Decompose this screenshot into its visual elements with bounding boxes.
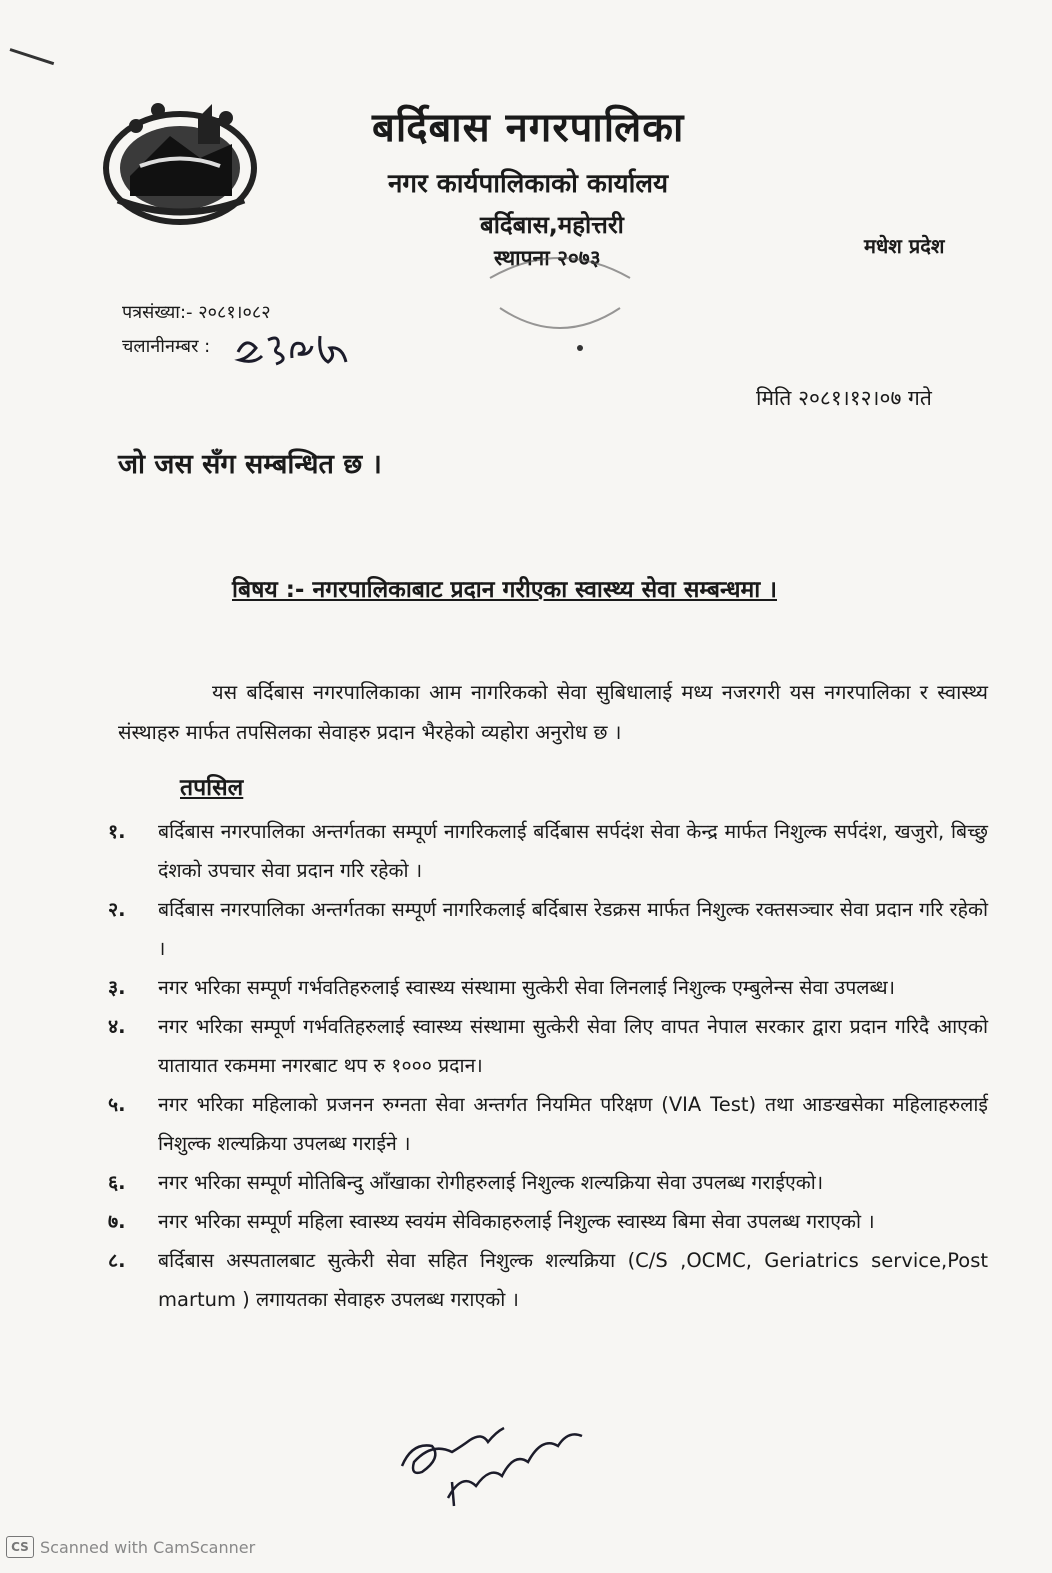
government-emblem-icon [100,96,262,226]
item-text: नगर भरिका सम्पूर्ण महिला स्वास्थ्य स्वयंम सेविकाहरुलाई निशुल्क स्वास्थ्य बिमा सेवा उपलब्ध गराएको । [158,1210,875,1233]
established-year: स्थापना २०७३ [494,246,601,270]
item-number: ४. [108,1015,126,1038]
subject-line: बिषय :- नगरपालिकाबाट प्रदान गरीएका स्वास्थ्य सेवा सम्बन्धमा । [232,577,777,603]
watermark-text: Scanned with CamScanner [40,1537,256,1557]
list-item [108,1241,988,1319]
item-number: २. [108,898,126,921]
item-number: ७. [108,1210,126,1233]
details-heading: तपसिल [180,775,244,801]
item-text: नगर भरिका सम्पूर्ण गर्भवतिहरुलाई स्वास्थ्य संस्थामा सुत्केरी सेवा लिनलाई निशुल्क एम्बुलेन्स सेवा उपलब्ध। [158,976,896,999]
handwritten-dispatch-number [232,322,352,370]
camscanner-logo-icon: CS [6,1536,34,1558]
office-stamp-icon [470,218,650,358]
item-text: बर्दिबास अस्पतालबाट सुत्केरी सेवा सहित निशुल्क शल्यक्रिया (C/S ,OCMC, Geriatrics service,Post martum ) लगायतका सेवाहरु उपलब्ध गराएको । [158,1249,988,1311]
item-number: ८. [108,1249,126,1272]
office-name: नगर कार्यपालिकाको कार्यालय [388,169,669,199]
item-number: ६. [108,1171,126,1194]
list-item [108,968,988,1007]
item-number: ५. [108,1093,126,1116]
letter-number: पत्रसंख्या:- २०८१।०८२ [122,302,271,323]
item-text: नगर भरिका महिलाको प्रजनन रुग्नता सेवा अन्तर्गत नियमित परिक्षण (VIA Test) तथा आङखसेका महिलाहरुलाई निशुल्क शल्यक्रिया उपलब्ध गराईने । [158,1093,988,1155]
item-text: बर्दिबास नगरपालिका अन्तर्गतका सम्पूर्ण नागरिकलाई बर्दिबास रेडक्रस मार्फत निशुल्क रक्तसञ्चार सेवा प्रदान गरि रहेको । [158,898,988,960]
office-place: बर्दिबास,महोत्तरी [480,211,624,239]
item-text: नगर भरिका सम्पूर्ण गर्भवतिहरुलाई स्वास्थ्य संस्थामा सुत्केरी सेवा लिए वापत नेपाल सरकार द्वारा प्रदान गरिदै आएको यातायात रकममा नगरबाट थप रु १००० प्रदान। [158,1015,988,1077]
scan-mark [10,48,55,65]
list-item [108,1163,988,1202]
item-text: नगर भरिका सम्पूर्ण मोतिबिन्दु आँखाका रोगीहरुलाई निशुल्क शल्यक्रिया सेवा उपलब्ध गराईएको। [158,1171,824,1194]
dispatch-number-label: चलानीनम्बर : [122,336,211,357]
camscanner-watermark [6,1536,286,1558]
province-name: मधेश प्रदेश [864,234,945,258]
list-item [108,1202,988,1241]
addressee: जो जस सँग सम्बन्धित छ । [118,449,382,480]
item-text: बर्दिबास नगरपालिका अन्तर्गतका सम्पूर्ण नागरिकलाई बर्दिबास सर्पदंश सेवा केन्द्र मार्फत निशुल्क सर्पदंश, खजुरो, बिच्छु दंशको उपचार सेवा प्रदान गरि रहेको । [158,820,988,882]
intro-paragraph: यस बर्दिबास नगरपालिकाका आम नागरिकको सेवा सुबिधालाई मध्य नजरगरी यस नगरपालिका र स्वास्थ्य संस्थाहरु मार्फत तपसिलका सेवाहरु प्रदान भैरहेको व्यहोरा अनुरोध छ । [118,680,988,744]
list-item [108,1085,988,1163]
signature [392,1402,592,1512]
letter-date: मिति २०८१।१२।०७ गते [756,386,932,410]
service-list [108,812,988,1319]
list-item [108,812,988,890]
item-number: ३. [108,976,126,999]
municipality-name: बर्दिबास नगरपालिका [372,105,685,151]
item-number: १. [108,820,126,843]
list-item [108,890,988,968]
list-item [108,1007,988,1085]
